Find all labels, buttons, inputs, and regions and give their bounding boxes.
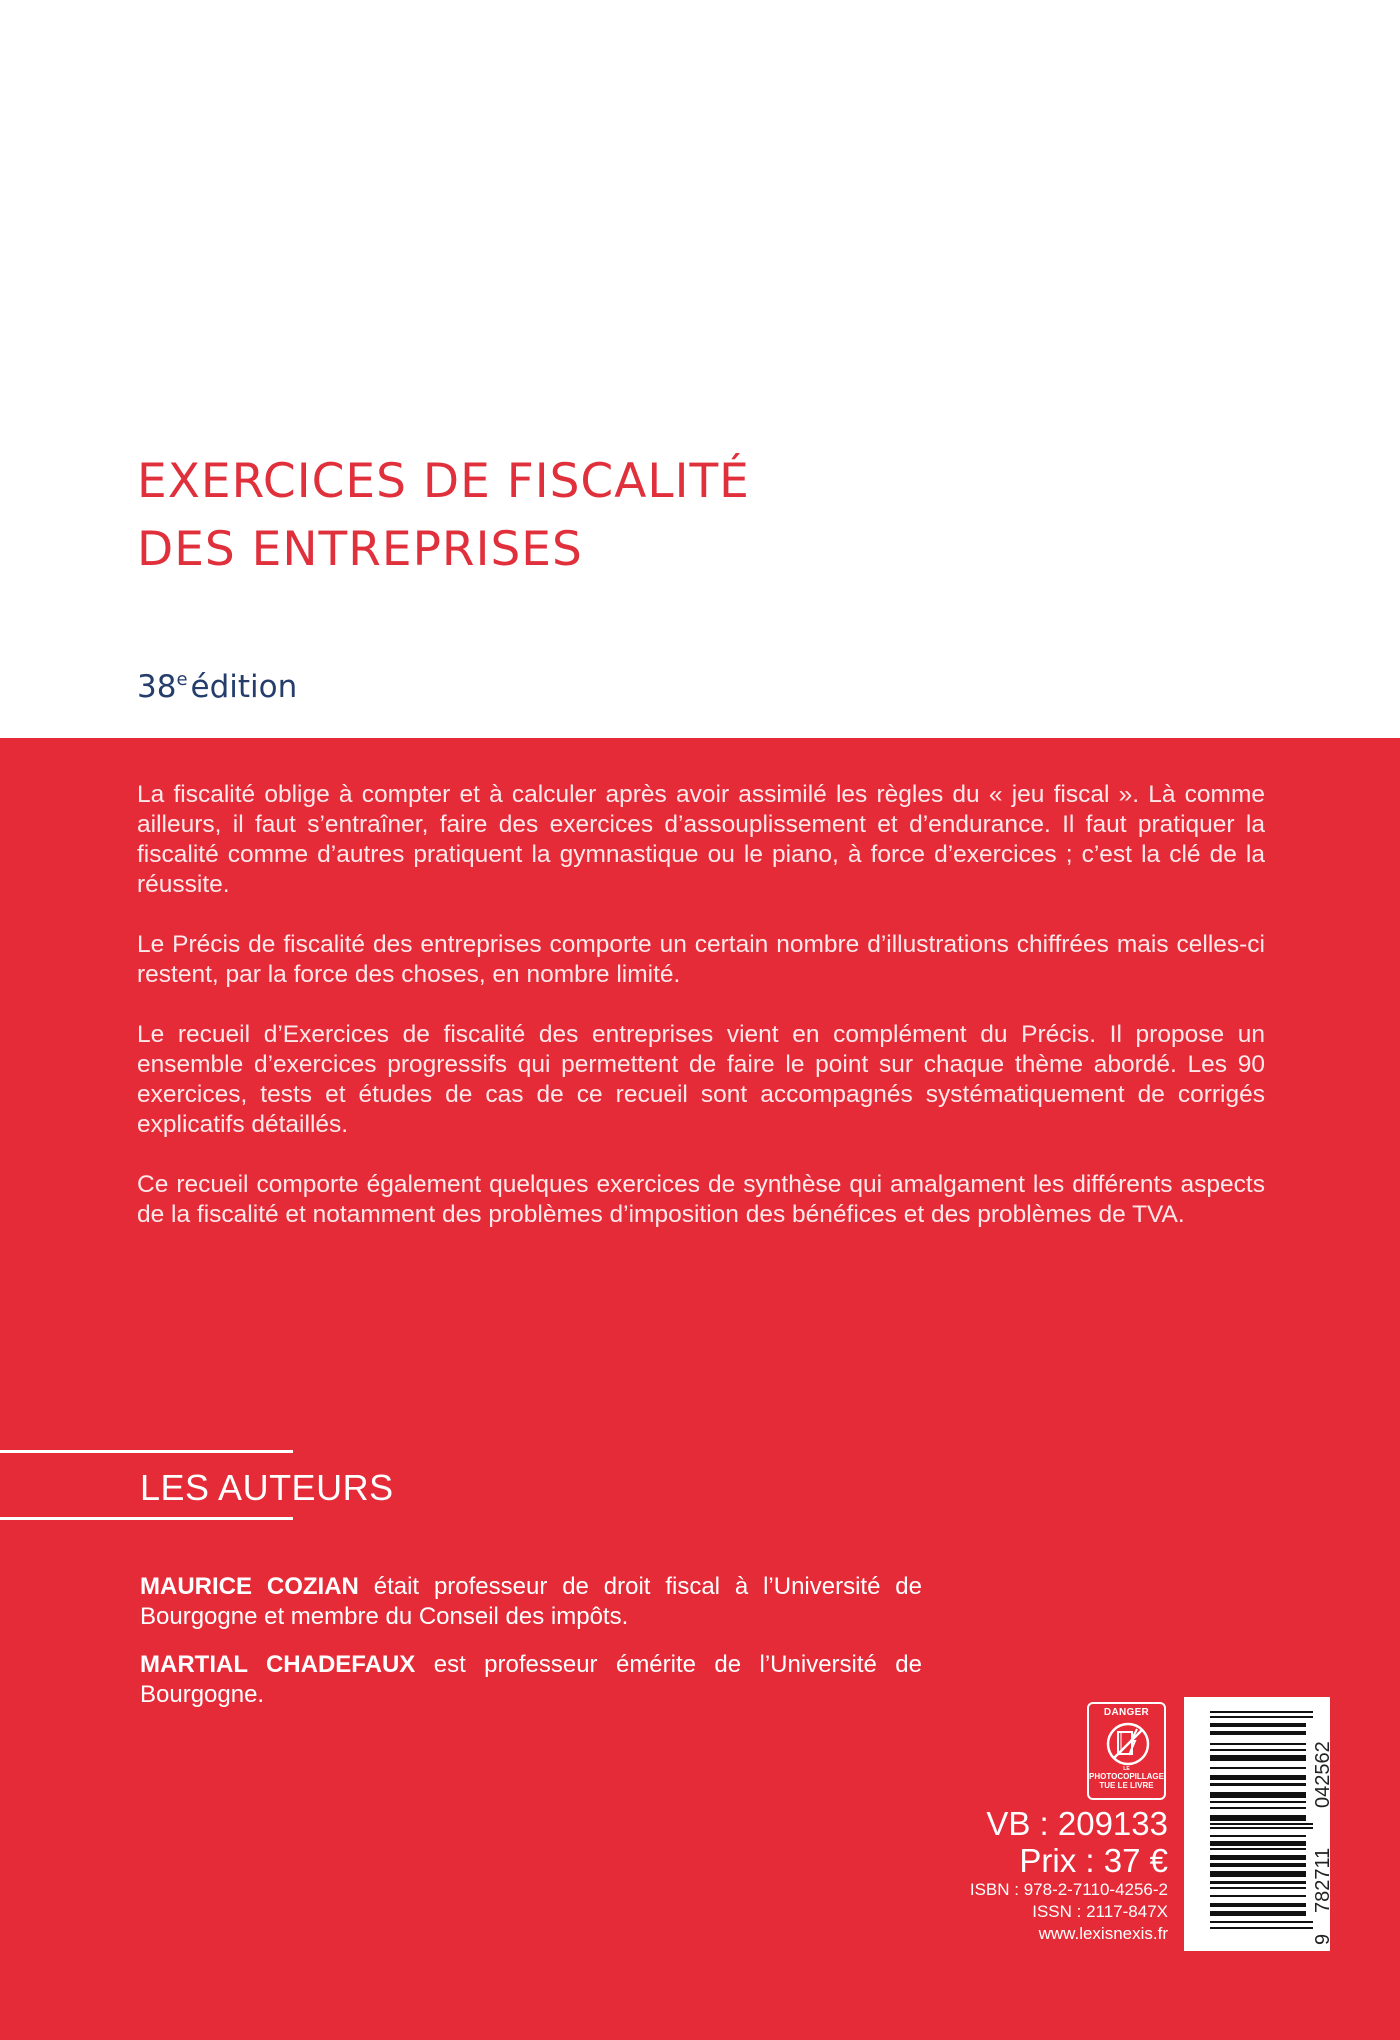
author-bio: était professeur de droit fiscal à l’Université de Bourgogne et membre du Conseil des impôts. — [140, 1573, 922, 1630]
isbn: ISBN : 978-2-7110-4256-2 — [969, 1880, 1168, 1899]
pricing-block — [970, 1805, 1168, 1945]
vb-code: VB : 209133 — [986, 1805, 1168, 1842]
danger-line-2: TUE LE LIVRE — [1099, 1781, 1154, 1790]
cover-top-area — [0, 0, 1400, 738]
blurb-paragraph: Ce recueil comporte également quelques exercices de synthèse qui amalgament les différents aspects de la fiscalité et notamment des problèmes d’imposition des bénéfices et des problèmes de TVA. — [137, 1171, 1265, 1228]
author-name: MAURICE COZIAN — [140, 1573, 359, 1600]
book-title-line-1: EXERCICES DE FISCALITÉ — [137, 454, 750, 509]
book-title-line-2: DES ENTREPRISES — [137, 522, 583, 577]
blurb-paragraph: Le Précis de fiscalité des entreprises comporte un certain nombre d’illustrations chiffrées mais celles-ci restent, par la force des choses, en nombre limité. — [137, 931, 1265, 988]
barcode-first-digit: 9 — [1312, 1933, 1334, 1945]
barcode-group-1: 782711 — [1312, 1847, 1334, 1913]
blurb-paragraph: Le recueil d’Exercices de fiscalité des entreprises vient en complément du Précis. Il propose un ensemble d’exercices progressifs qui permettent de faire le point sur chaque thème abordé. Les 90 exercices, tests et études de cas de ce recueil sont accompagnés systématiquement de corrigés explicatifs détaillés. — [137, 1021, 1265, 1138]
author-item — [140, 1650, 922, 1710]
publisher-url: www.lexisnexis.fr — [1038, 1924, 1168, 1943]
price: Prix : 37 € — [1019, 1842, 1168, 1879]
barcode — [1184, 1697, 1334, 1951]
edition-word: édition — [190, 669, 298, 705]
danger-small-text: LE — [1123, 1766, 1130, 1772]
edition-number: 38 — [137, 669, 177, 705]
book-lightning-icon — [1105, 1721, 1151, 1767]
danger-slogan — [1089, 1766, 1164, 1790]
authors-rule-bottom — [0, 1517, 293, 1520]
danger-line-1: PHOTOCOPILLAGE — [1089, 1772, 1164, 1781]
barcode-bars-icon — [1184, 1697, 1330, 1951]
edition-suffix: e — [176, 669, 188, 690]
author-name: MARTIAL CHADEFAUX — [140, 1651, 416, 1678]
blurb-paragraph: La fiscalité oblige à compter et à calculer après avoir assimilé les règles du « jeu fiscal ». Là comme ailleurs, il faut s’entraîner, faire des exercices d’assouplissement et d’endurance. Il faut pratiquer la fiscalité comme d’autres pratiquent la gymnastique ou le piano, à force d’exercices ; c’est la clé de la réussite. — [137, 781, 1265, 898]
edition-label — [137, 660, 297, 707]
book-title — [137, 448, 1137, 584]
authors-rule-top — [0, 1450, 293, 1453]
photocopy-danger-logo — [1087, 1702, 1166, 1800]
authors-list — [140, 1572, 922, 1728]
barcode-group-2: 042562 — [1312, 1741, 1334, 1808]
author-item — [140, 1572, 922, 1632]
issn: ISSN : 2117-847X — [1032, 1902, 1168, 1921]
danger-label: DANGER — [1103, 1707, 1150, 1718]
blurb — [137, 780, 1265, 1230]
author-bio: est professeur émérite de l’Université de Bourgogne. — [140, 1651, 922, 1708]
authors-heading: LES AUTEURS — [140, 1467, 394, 1508]
